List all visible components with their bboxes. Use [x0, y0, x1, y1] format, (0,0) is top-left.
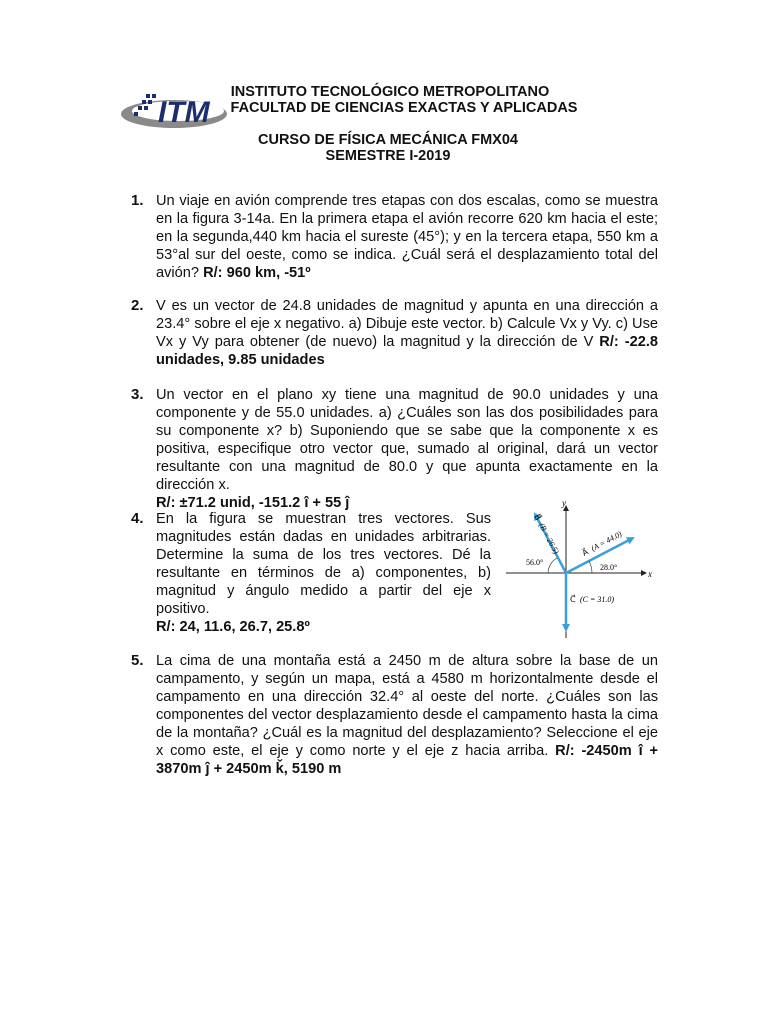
vector-b-magnitude: (B = 26.5) — [536, 521, 561, 556]
problem-answer: R/: -22.8 unidades, 9.85 unidades — [156, 334, 658, 368]
problem-5 — [156, 652, 658, 778]
problem-4 — [156, 510, 491, 636]
problem-number: 1. — [131, 192, 144, 209]
problem-3 — [156, 386, 658, 512]
problem-answer: R/: -2450m î + 3870m ĵ + 2450m ǩ, 5190 m — [156, 743, 659, 777]
vector-b-label: B⃗ — [532, 512, 543, 522]
problem-number: 2. — [131, 297, 144, 314]
problem-number: 4. — [131, 510, 144, 527]
y-axis-label: y — [562, 498, 566, 508]
angle-b-label: 56.0° — [526, 558, 544, 567]
logo-text: ITM — [158, 96, 210, 129]
problem-answer: R/: ±71.2 unid, -151.2 î + 55 ĵ — [156, 495, 350, 511]
problem-text: Un viaje en avión comprende tres etapas con dos escalas, como se muestra en la figura 3-14a. En la primera etapa el avión recorre 620 km hacia el este; en la segunda,440 km hacia el sureste (45°); y en la tercera etapa, 550 km a 53°al sur del oeste, como se indica. ¿Cuál será el desplazamiento total del avión? — [156, 193, 658, 281]
faculty-name: FACULTAD DE CIENCIAS EXACTAS Y APLICADAS — [230, 100, 578, 116]
problem-text: La cima de una montaña está a 2450 m de altura sobre la base de un campamento, y según un mapa, está a 4580 m horizontalmente desde el campamento en una dirección 32.4° al oeste del norte. ¿Cuáles son las componentes del vector desplazamiento desde el campamento hasta la cima de la montaña? ¿Cuál es la magnitud del desplazamiento? Seleccione el eje x como este, el eje y como norte y el eje z hacia arriba. — [156, 653, 658, 759]
problem-number: 3. — [131, 386, 144, 403]
problem-answer: R/: 24, 11.6, 26.7, 25.8º — [156, 619, 310, 635]
problem-1 — [156, 192, 658, 282]
course-title: CURSO DE FÍSICA MECÁNICA FMX04 — [258, 132, 518, 148]
semester-title: SEMESTRE I-2019 — [325, 148, 451, 164]
problem-answer: R/: 960 km, -51º — [203, 265, 311, 281]
problem-number: 5. — [131, 652, 144, 669]
vector-a-magnitude: (A = 44.0) — [589, 529, 624, 554]
problem-text: V es un vector de 24.8 unidades de magnitud y apunta en una dirección a 23.4° sobre el eje x negativo. a) Dibuje este vector. b) Calcule Vx y Vy. c) Use Vx y Vy para obtener (de nuevo) la magnitud y la dirección de V — [156, 298, 658, 350]
problem-2 — [156, 297, 658, 369]
x-axis-label: x — [648, 569, 652, 579]
institution-name: INSTITUTO TECNOLÓGICO METROPOLITANO — [230, 84, 550, 100]
vector-c-magnitude: (C = 31.0) — [580, 595, 615, 604]
angle-a-label: 28.0° — [600, 563, 618, 572]
vector-c-label: C⃗ — [570, 595, 576, 604]
problem-text: Un vector en el plano xy tiene una magnitud de 90.0 unidades y una componente y de 55.0 unidades. a) ¿Cuáles son las dos posibilidades para su componente x? b) Suponiendo que se sabe que la componente x es positiva, especifique otro vector que, sumado al original, dará un vector resultante con una magnitud de 80.0 y que apunta exactamente en la dirección x. — [156, 387, 658, 493]
vector-figure — [496, 498, 666, 640]
problem-text: En la figura se muestran tres vectores. Sus magnitudes están dadas en unidades arbitrarias. Determine la suma de los tres vectores. Dé la resultante en términos de a) componentes, b) magnitud y ángulo medido a partir del eje x positivo. — [156, 511, 491, 617]
vector-a-label: A⃗ — [580, 547, 590, 558]
